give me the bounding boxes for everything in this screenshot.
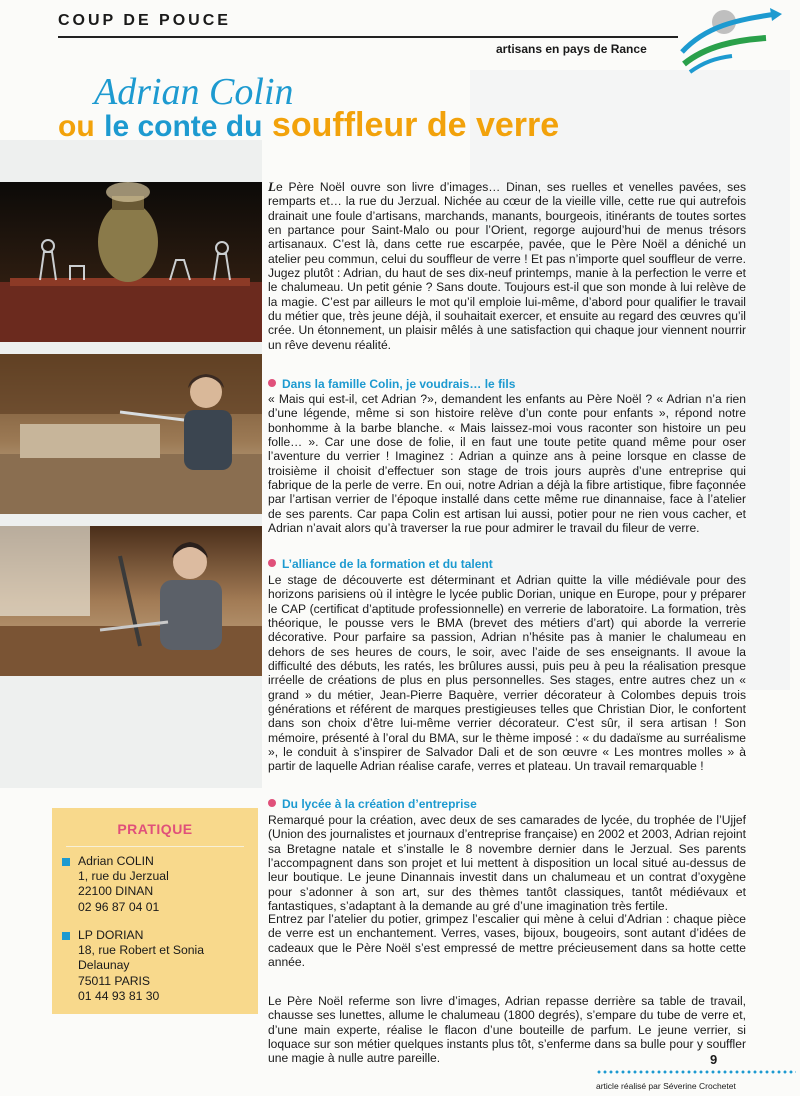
address-line: Adrian COLIN xyxy=(78,854,154,868)
article-closing xyxy=(268,994,746,1066)
article-intro xyxy=(268,180,746,352)
section-heading-text: Du lycée à la création d’entreprise xyxy=(282,797,477,811)
address-adrian-colin xyxy=(62,854,169,915)
blue-square-bullet-icon xyxy=(62,858,70,866)
address-line: 18, rue Robert et Sonia xyxy=(78,943,205,958)
title-phrase-souffleur: souffleur de verre xyxy=(271,106,560,144)
blue-square-bullet-icon xyxy=(62,932,70,940)
address-line: 75011 PARIS xyxy=(78,973,151,988)
section-heading-famille xyxy=(268,377,515,391)
section-body-text: Entrez par l’atelier du potier, grimpez l’escalier qui mène à celui d’Adrian : chaque pièce de verre est un enchantement. Verres, vases, bijoux, bougeoirs, sont autant d’idées de cadeaux que le Père Noël s’est empressé de mettre précieusement dans sa hotte cette année. xyxy=(268,912,746,970)
intro-text: e Père Noël ouvre son livre d’images… Dinan, ses ruelles et venelles pavées, ses remparts et… la rue du Jerzual. Nichée au cœur de la vieille ville, cette rue qui autrefois drainait une foule d’artisans, marchands, manants, bourgeois, itinérants de toutes sortes en partance pour Saint-Malo ou pour l’Orient, regorge aujourd’hui de menus trésors artisanaux. C’est là, dans cette rue escarpée, pavée, que le Père Noël a déniché un atelier peu commun, celui du souffleur de verre ! Et pas n’importe quel souffleur de verre. Jugez plutôt : Adrian, du haut de ses dix-neuf printemps, manie à la perfection le verre et le chalumeau. Un petit génie ? Sans doute. Toujours est-il que son monde à lui relève de la magie. C’est par ailleurs le mot qu’il emploie lui-même, d’abord pour qualifier le travail du métier que, très jeune déjà, il souhaitait exercer, et ensuite au regard des œuvres qu’il crée. Un étonnement, un plaisir mêlés à une satisfaction qui chaque jour viennent nourrir un rêve devenu réalité. xyxy=(268,180,746,352)
section-body-text: Remarqué pour la création, avec deux de ses camarades de lycée, du trophée de l’Ujjef (Union des journalistes et journaux d’entreprise française) en 2002 et 2003, Adrian rejoint sa Bretagne natale et s’installe le 8 novembre dernier dans le Jerzual. Ses parents l’accompagnent dans son projet et lui mettent à disposition un local situé au-dessus de leur boutique. Le jeune Dinannais investit dans un chalumeau et un contrat d’oxygène pour s’adonner à son art, sur des thèmes tantôt classiques, tantôt médiévaux et fantastiques, s’adaptant à la demande au gré d’une imagination très fertile. xyxy=(268,813,746,914)
photo-glass-works xyxy=(0,182,262,342)
pink-bullet-icon xyxy=(268,559,276,567)
article-credit: article réalisé par Séverine Crochetet xyxy=(596,1081,736,1091)
section-heading-entreprise xyxy=(268,797,477,811)
pratique-title: PRATIQUE xyxy=(117,821,193,837)
title-phrase-le-conte-du: le conte du xyxy=(104,110,263,143)
article-title-subline xyxy=(58,106,559,145)
page-number: 9 xyxy=(710,1052,718,1067)
address-line: 02 96 87 04 01 xyxy=(78,899,160,914)
rance-logo xyxy=(676,6,786,78)
address-line: LP DORIAN xyxy=(78,928,144,942)
intro-dropcap: L xyxy=(268,179,276,194)
section-body-entreprise-2 xyxy=(268,912,746,969)
section-body-text: Le stage de découverte est déterminant et Adrian quitte la ville médiévale pour des horizons parisiens où il intègre le lycée public Dorian, unique en Europe, pour y préparer le CAP (certificat d’aptitude professionnelle) en verrerie de laboratoire. La formation, très théorique, le pousse vers le BMA (brevet des métiers d’art) qui aborde la verrerie décorative. Pour parfaire sa passion, Adrian n’hésite pas à manier le chalumeau en dehors de ses heures de cours, le soir, avec l’aide de ses enseignants. Il avoue la difficulté des débuts, les ratés, les brûlures aussi, puis peu à peu la réalisation presque irréelle de créations de plus en plus personnelles. Ses stages, entre autres chez un « grand » du métier, Jean-Pierre Baquère, verrier décorateur à Colombes depuis trois générations et référent de marques prestigieuses telles que Christian Dior, le confortent dans son choix d’être lui-même verrier décorateur. C’est sûr, il sera artisan ! Son mémoire, présenté à l’oral du BMA, sur le thème imposé : « du dadaïsme au surréalisme », le conduit à s’inspirer de Salvador Dali et de son œuvre « Les montres molles » à partir de laquelle Adrian réalise carafe, verres et plateau. Un travail remarquable ! xyxy=(268,573,746,774)
article-title-name: Adrian Colin xyxy=(94,71,294,113)
header-rule xyxy=(58,36,678,38)
address-lp-dorian xyxy=(62,928,204,1004)
section-heading-formation xyxy=(268,557,493,571)
section-body-entreprise xyxy=(268,813,746,913)
address-line: 01 44 93 81 30 xyxy=(78,988,160,1003)
title-word-ou: ou xyxy=(58,110,95,143)
address-line: 22100 DINAN xyxy=(78,884,154,899)
photo-artisan-with-torch xyxy=(0,526,262,676)
address-line: 1, rue du Jerzual xyxy=(78,869,169,884)
header-subtitle: artisans en pays de Rance xyxy=(496,42,647,56)
section-body-famille xyxy=(268,392,746,535)
pink-bullet-icon xyxy=(268,799,276,807)
photo-artisan-at-bench xyxy=(0,354,262,514)
section-body-formation xyxy=(268,573,746,774)
pink-bullet-icon xyxy=(268,379,276,387)
pratique-box xyxy=(52,808,258,1014)
address-line: Delaunay xyxy=(78,958,130,973)
dotted-rule xyxy=(596,1070,796,1074)
section-heading-text: Dans la famille Colin, je voudrais… le fils xyxy=(282,377,516,391)
rubric-title: COUP DE POUCE xyxy=(58,12,231,29)
closing-text: Le Père Noël referme son livre d’images, Adrian repasse derrière sa table de travail, chausse ses lunettes, allume le chalumeau (1800 degrés), s’empare du tube de verre et, d’une main experte, réalise le flacon d’une bouteille de parfum. Le jeune verrier, si loquace sur son métier quelques instants plus tôt, s’enferme dans sa bulle pour y souffler une magie à nulle autre pareille. xyxy=(268,994,746,1066)
section-heading-text: L’alliance de la formation et du talent xyxy=(282,557,493,571)
section-body-text: « Mais qui est-il, cet Adrian ?», demandent les enfants au Père Noël ? « Adrian n’a rien d’une légende, même si son histoire relève d’un conte pour enfants », répond notre bonhomme à la barbe blanche. « Mais laissez-moi vous raconter son histoire un peu folle… ». Car une dose de folie, il en faut une toute petite quand même pour oser l’aventure du verrier ! Imaginez : Adrian a quinze ans à peine lorsque en classe de troisième il choisit d’effectuer son stage de trois jours auprès d’une entreprise qui fabrique de la perle de verre. En oui, notre Adrian a déjà la fibre artistique, fibre façonnée par l’artisan verrier de l’époque installé dans cette même rue dinannaise, face à l’atelier de ses parents. Car papa Colin est artisan lui aussi, potier pour ne rien vous cacher, et Adrian n’avait alors qu’à traverser la rue pour admirer le travail du fileur de verre. xyxy=(268,392,746,536)
pratique-divider xyxy=(66,846,244,847)
